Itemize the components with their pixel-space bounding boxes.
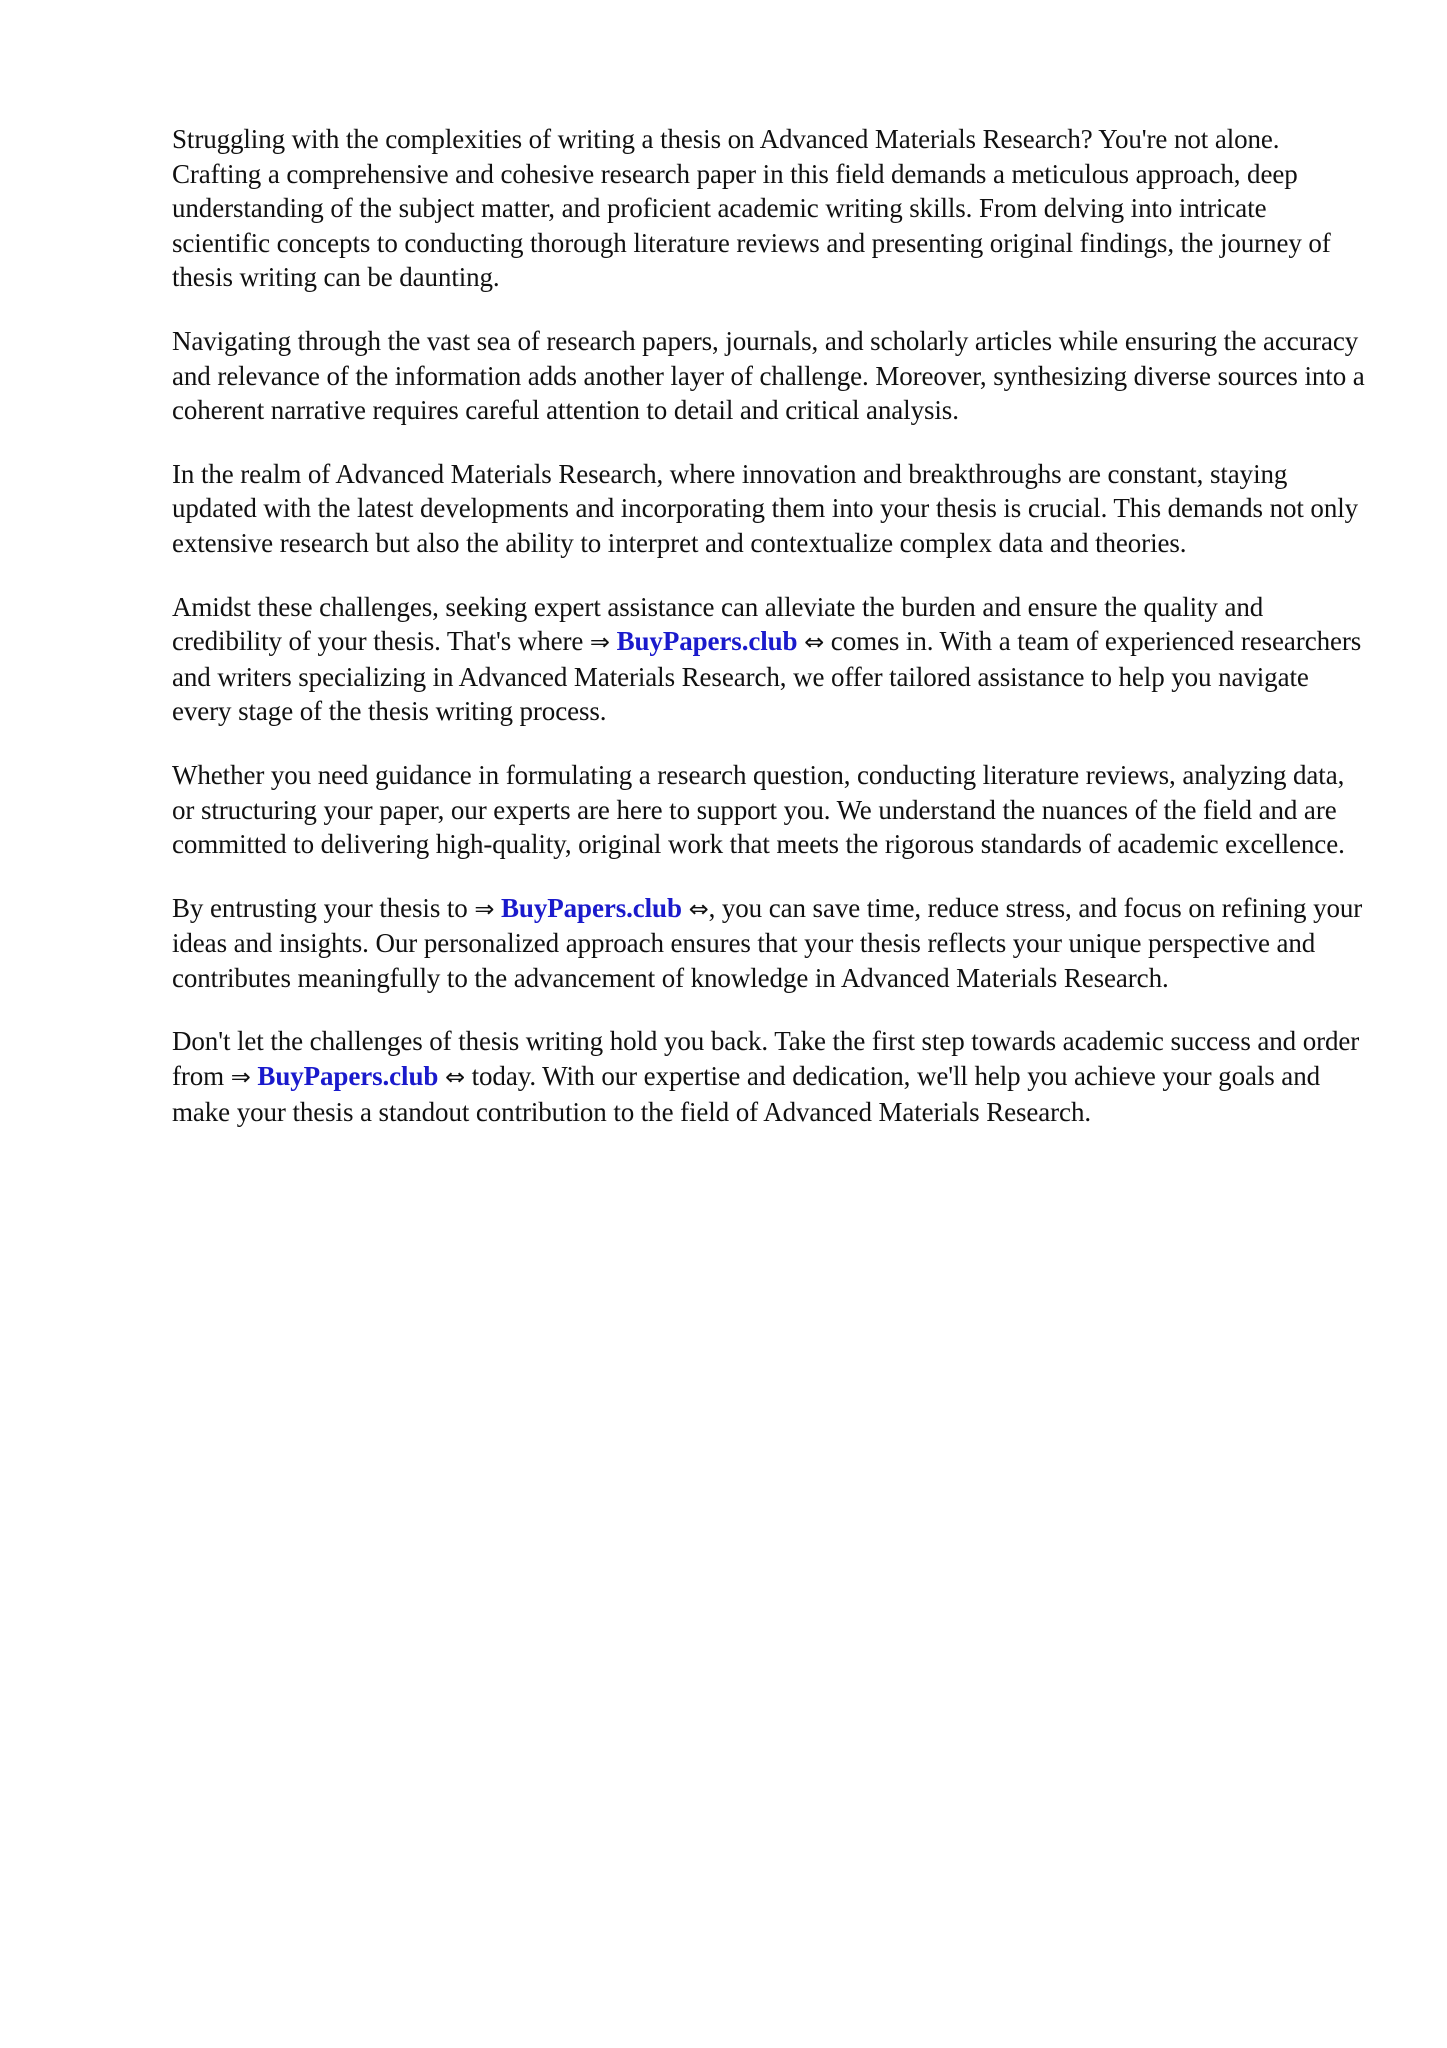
buypapers-link[interactable]: BuyPapers.club <box>501 892 682 923</box>
paragraph-navigating: Navigating through the vast sea of research papers, journals, and scholarly articles while ensuring the accuracy and relevance of the information adds another layer of challenge. Moreover, synthesizing diverse sources into a coherent narrative requires careful attention to detail and critical analysis. <box>172 325 1365 426</box>
arrow-right-icon: ⇒ <box>474 894 495 923</box>
document-page <box>172 122 1368 1158</box>
paragraph-whether: Whether you need guidance in formulating a research question, conducting literature reviews, analyzing data, or structuring your paper, our experts are here to support you. We understand the nuances of the field and are committed to delivering high-quality, original work that meets the rigorous standards of academic excellence. <box>172 759 1345 860</box>
paragraph-text-after: today. With our expertise and dedication, we'll help you achieve your goals and make your thesis a standout contribution to the field of Advanced Materials Research. <box>172 1061 1320 1127</box>
paragraph-closing <box>172 1024 1368 1129</box>
paragraph-entrusting <box>172 891 1368 996</box>
arrow-right-icon: ⇒ <box>589 628 610 657</box>
arrow-right-icon: ⇒ <box>230 1063 251 1092</box>
paragraph-text-after: comes in. With a team of experienced researchers and writers specializing in Advanced Materials Research, we offer tailored assistance to help you navigate every stage of the thesis writing process. <box>172 626 1362 727</box>
arrow-both-icon: ⇔ <box>444 1063 465 1092</box>
paragraph-text-before: Amidst these challenges, seeking expert assistance can alleviate the burden and ensure the quality and credibility of your thesis. That's where <box>172 591 1264 657</box>
buypapers-link[interactable]: BuyPapers.club <box>257 1061 439 1092</box>
paragraph-text-before: By entrusting your thesis to <box>172 892 475 923</box>
arrow-both-icon: ⇔ <box>804 628 825 657</box>
paragraph-realm: In the realm of Advanced Materials Research, where innovation and breakthroughs are constant, staying updated with the latest developments and incorporating them into your thesis is crucial. This demands not only extensive research but also the ability to interpret and contextualize complex data and theories. <box>172 458 1359 558</box>
paragraph-amidst <box>172 590 1368 729</box>
paragraph-text-before: Don't let the challenges of thesis writing hold you back. Take the first step towards academic success and order from <box>172 1026 1360 1092</box>
arrow-both-icon: ⇔ <box>688 894 709 923</box>
paragraph-intro: Struggling with the complexities of writing a thesis on Advanced Materials Research? You're not alone. Crafting a comprehensive and cohesive research paper in this field demands a meticulous approach, deep understanding of the subject matter, and proficient academic writing skills. From delving into intricate scientific concepts to conducting thorough literature reviews and presenting original findings, the journey of thesis writing can be daunting. <box>172 124 1331 293</box>
buypapers-link[interactable]: BuyPapers.club <box>616 626 798 657</box>
paragraph-text-after: , you can save time, reduce stress, and focus on refining your ideas and insights. Our personalized approach ensures that your thesis reflects your unique perspective and contributes meaningfully to the advancement of knowledge in Advanced Materials Research. <box>172 892 1363 993</box>
